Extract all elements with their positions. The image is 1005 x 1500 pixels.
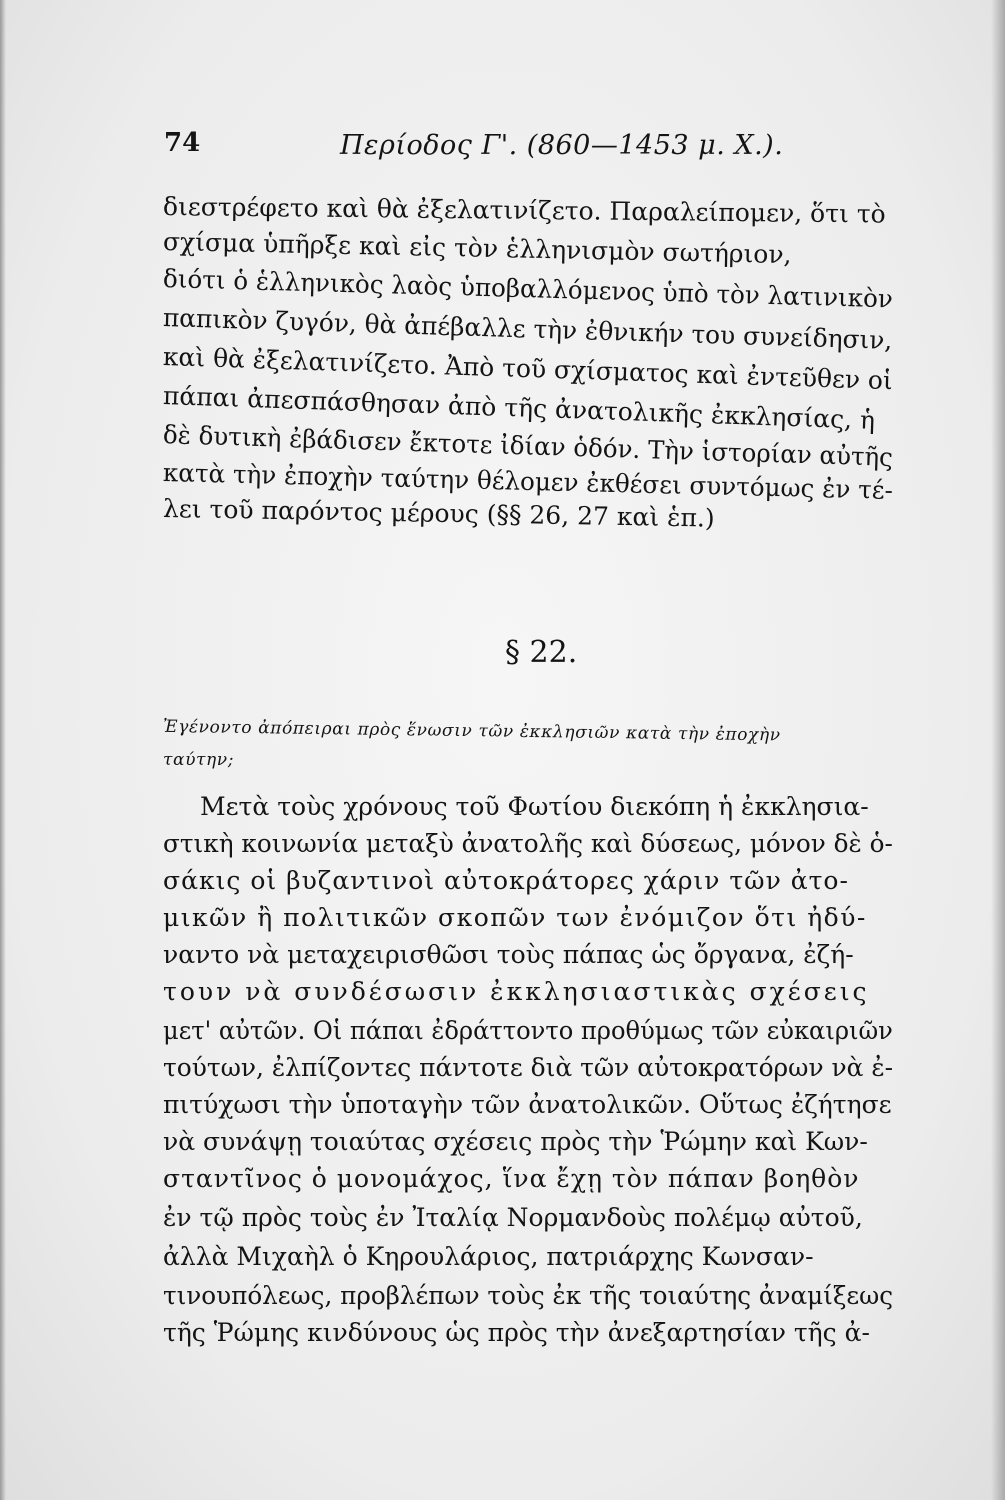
text-line: ἀλλὰ Μιχαὴλ ὁ Κηρουλάριος, πατριάρχης Κωνσαν- [163, 1242, 814, 1271]
text-line: τινουπόλεως, προβλέπων τοὺς ἐκ τῆς τοιαύτης ἀναμίξεως [163, 1281, 894, 1310]
text-line: τῆς Ῥώμης κινδύνους ὡς πρὸς τὴν ἀνεξαρτησίαν τῆς ἀ- [163, 1318, 870, 1347]
page-edge-left [0, 0, 6, 1500]
text-line: στικὴ κοινωνία μεταξὺ ἀνατολῆς καὶ δύσεως, μόνον δὲ ὁ- [163, 829, 893, 858]
text-line: πάπαι ἀπεσπάσθησαν ἀπὸ τῆς ἀνατολικῆς ἐκκλησίας, ἡ [162, 381, 876, 435]
section-summary-line-2: ταύτην; [163, 750, 235, 770]
text-line: νὰ συνάψῃ τοιαύτας σχέσεις πρὸς τὴν Ῥώμην καὶ Κων- [163, 1127, 868, 1156]
text-line: δὲ δυτικὴ ἐβάδισεν ἔκτοτε ἰδίαν ὁδόν. Τὴν ἱστορίαν αὐτῆς [162, 420, 894, 472]
page-header [160, 128, 900, 178]
page-number: 74 [164, 128, 201, 158]
text-line: μετ' αὐτῶν. Οἱ πάπαι ἐδράττοντο προθύμως τῶν εὐκαιριῶν [163, 1016, 893, 1045]
text-line: παπικὸν ζυγόν, θὰ ἀπέβαλλε τὴν ἐθνικήν του συνείδησιν, [162, 303, 893, 355]
text-line: μικῶν ἢ πολιτικῶν σκοπῶν των ἐνόμιζον ὅτι ἠδύ- [163, 903, 867, 932]
text-line: διεστρέφετο καὶ θὰ ἐξελατινίζετο. Παραλείπομεν, ὅτι τὸ [162, 192, 886, 229]
text-line: ἐν τῷ πρὸς τοὺς ἐν Ἰταλίᾳ Νορμανδοὺς πολέμῳ αὐτοῦ, [163, 1203, 863, 1232]
section-summary-line-1: Ἐγένοντο ἀπόπειραι πρὸς ἕνωσιν τῶν ἐκκλησιῶν κατὰ τὴν ἐποχὴν [162, 716, 781, 746]
text-line: τούτων, ἐλπίζοντες πάντοτε διὰ τῶν αὐτοκρατόρων νὰ ἐ- [163, 1053, 894, 1082]
text-line: σάκις οἱ βυζαντινοὶ αὐτοκράτορες χάριν τῶν ἀτο- [163, 866, 849, 895]
page-edge-right [991, 0, 1005, 1500]
text-line: σχίσμα ὑπῆρξε καὶ εἰς τὸν ἑλληνισμὸν σωτήριον, [162, 227, 792, 270]
running-head: Περίοδος Γ'. (860—1453 μ. Χ.). [340, 130, 784, 161]
text-line: ναντο νὰ μεταχειρισθῶσι τοὺς πάπας ὡς ὄργανα, ἐζή- [163, 940, 854, 969]
text-line: Μετὰ τοὺς χρόνους τοῦ Φωτίου διεκόπη ἡ ἐκκλησια- [200, 792, 869, 821]
text-line: λει τοῦ παρόντος μέρους (§§ 26, 27 καὶ ἑπ.) [162, 494, 715, 533]
text-line: διότι ὁ ἑλληνικὸς λαὸς ὑποβαλλόμενος ὑπὸ τὸν λατινικὸν [162, 264, 894, 314]
text-line: κατὰ τὴν ἐποχὴν ταύτην θέλομεν ἐκθέσει συντόμως ἐν τέ- [162, 458, 894, 505]
text-line: τουν νὰ συνδέσωσιν ἐκκλησιαστικὰς σχέσεις [163, 977, 870, 1006]
text-line: σταντῖνος ὁ μονομάχος, ἵνα ἔχῃ τὸν πάπαν βοηθὸν [163, 1164, 860, 1193]
section-heading: § 22. [505, 635, 578, 670]
text-line: καὶ θὰ ἐξελατινίζετο. Ἀπὸ τοῦ σχίσματος καὶ ἐντεῦθεν οἱ [162, 342, 894, 396]
text-line: πιτύχωσι τὴν ὑποταγὴν τῶν ἀνατολικῶν. Οὕτως ἐζήτησε [163, 1090, 892, 1119]
